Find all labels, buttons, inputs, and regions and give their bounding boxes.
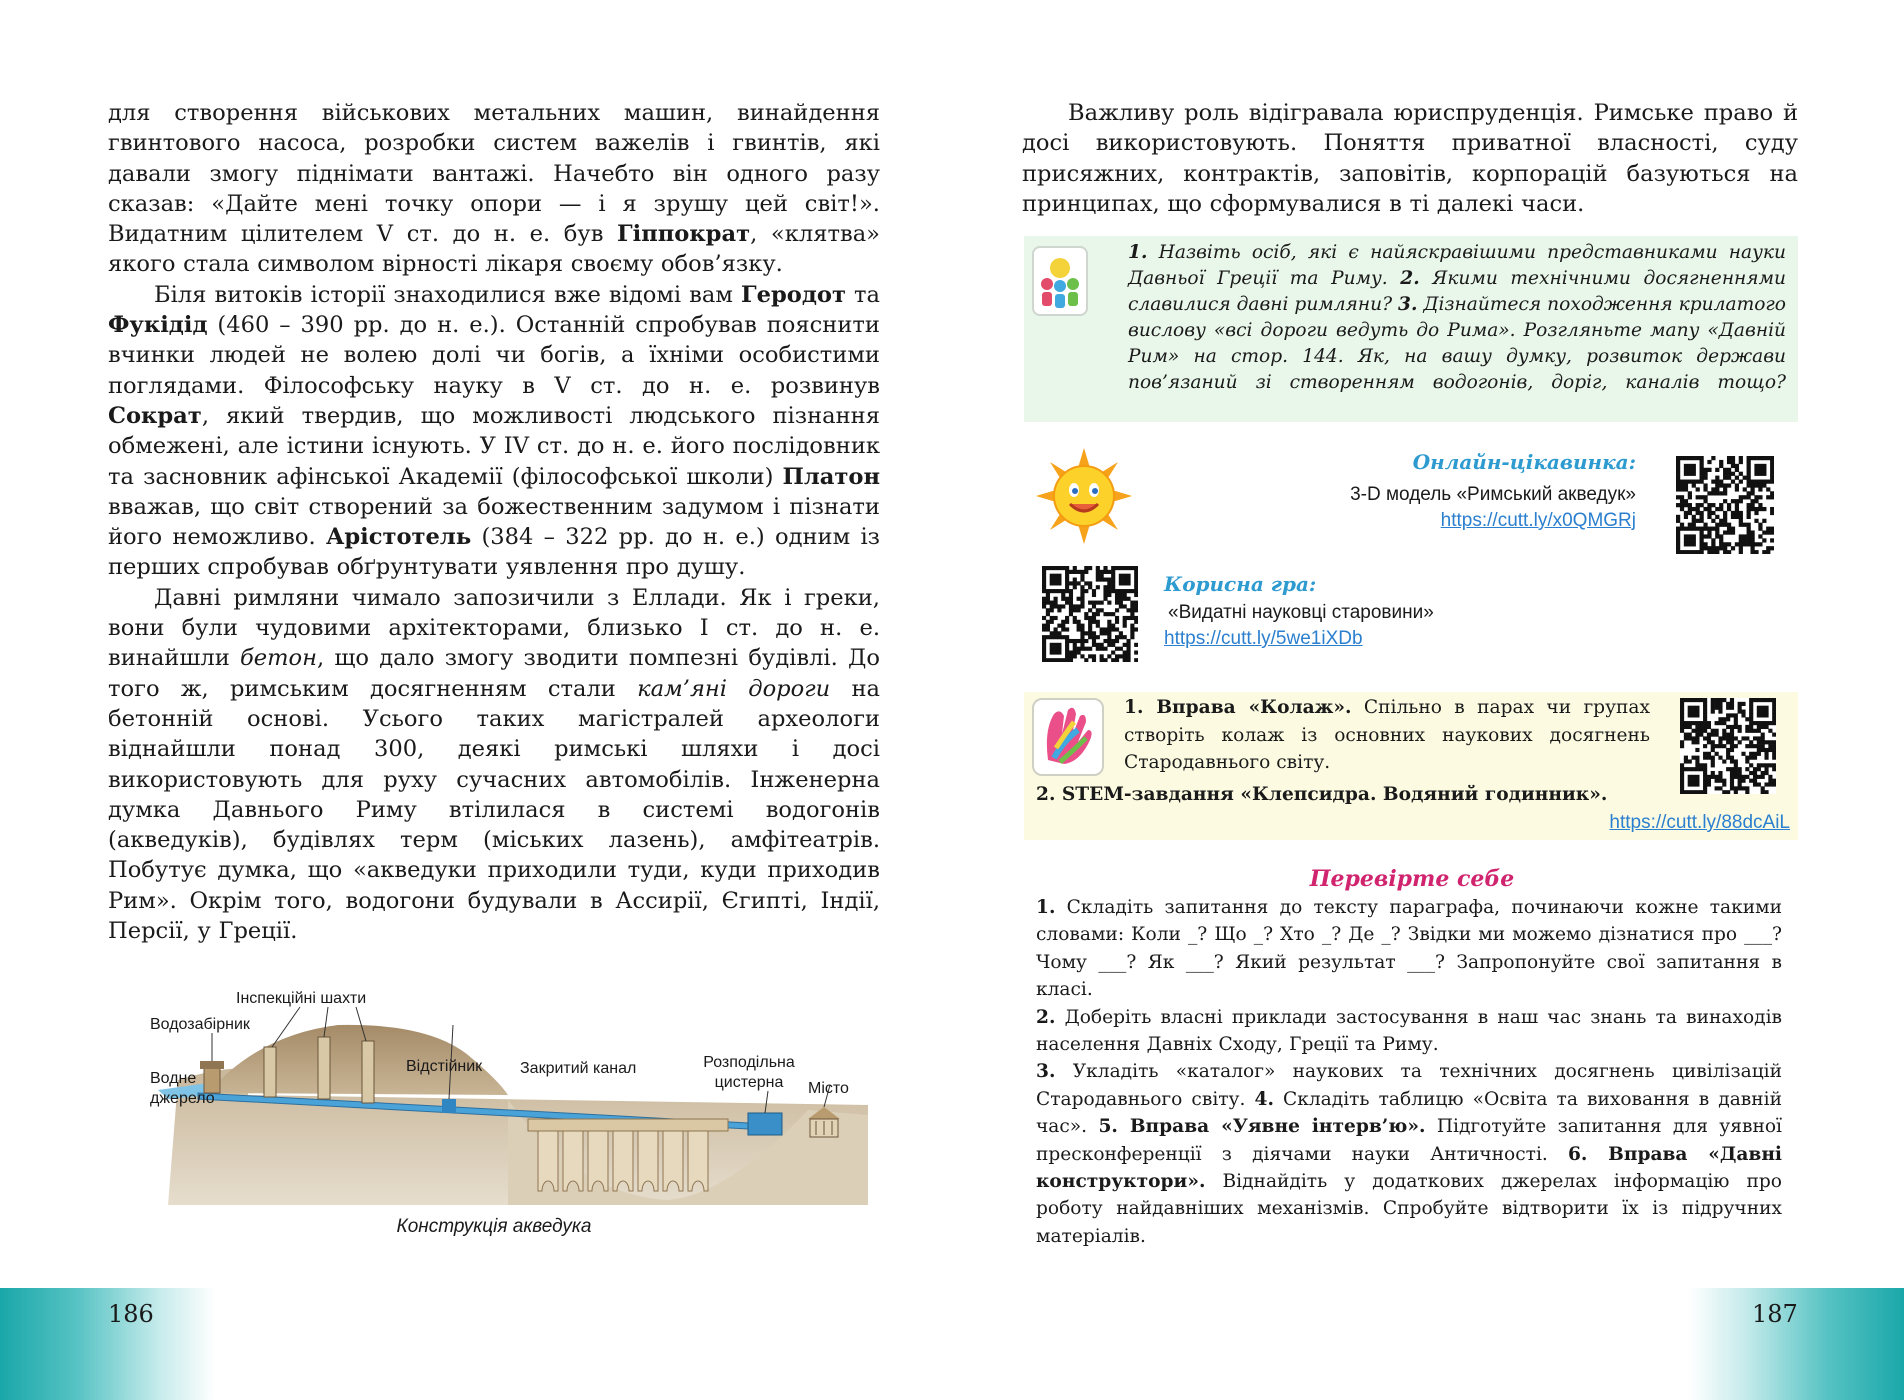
online-curiosity-description: 3-D модель «Римський акведук»: [1350, 484, 1636, 505]
useful-game-description: «Видатні науковці старовини»: [1168, 602, 1434, 623]
qr-code-icon[interactable]: [1676, 456, 1774, 554]
smiling-sun-icon: [1034, 446, 1134, 546]
diagram-caption: Конструкція акведука: [396, 1216, 592, 1237]
check-yourself-text: [1036, 894, 1782, 1250]
left-page-text: [108, 98, 880, 946]
exercise-link[interactable]: https://cutt.ly/88dcAiL: [1609, 812, 1790, 833]
page-number-right: 187: [1752, 1300, 1798, 1328]
useful-game-title: Корисна гра:: [1164, 572, 1317, 596]
right-intro-paragraph: Важливу роль відігравала юриспруденція. Римське право й досі використовують. Поняття приватної власності, суду присяжних, контрактів, заповітів, корпорацій базуються на принципах, що сформувалися в ті далекі часи.: [1022, 100, 1798, 217]
label-cistern: Розподільна цистерна: [703, 1054, 795, 1091]
qr-code-icon[interactable]: [1042, 566, 1138, 662]
exercise-task-2: 2. STEM-завдання «Клепсидра. Водяний годинник».: [1036, 784, 1608, 805]
check-question-2: 2. Доберіть власні приклади застосування в наш час знань та винаходів населення Давніх Сходу, Греції та Риму.: [1036, 1006, 1782, 1056]
label-settler: Відстійник: [406, 1058, 483, 1075]
page-number-left: 186: [108, 1300, 154, 1328]
check-question-1: 1. Складіть запитання до тексту параграфа, починаючи кожне такими словами: Коли _? Що _? Хто _? Де _? Звідки ми можемо дізнатися про ___? Чому ___? Як ___? Який результат ___? Запропонуйте свої запитання в класі.: [1036, 897, 1782, 1001]
aqueduct-diagram: [108, 990, 868, 1205]
check-questions-3-6: 3. Укладіть «каталог» наукових та технічних досягнень цивілізацій Стародавнього світу. 4. Складіть таблицю «Освіта та виховання в давній час». 5. Вправа «Уявне інтерв’ю». Підготуйте запитання для уявної пресконференції з діячами науки Античності. 6. Вправа «Давні конструктори». Віднайдіть у додаткових джерелах інформацію про роботу найдавніших механізмів. Спробуйте відтворити їх із підручних матеріалів.: [1036, 1061, 1783, 1247]
label-inspection-shafts: Інспекційні шахти: [236, 990, 367, 1007]
left-paragraph-2: Біля витоків історії знаходилися вже відомі вам Геродот та Фукідід (460 – 390 рр. до н. е.). Останній спробував пояснити вчинки людей не волею долі чи богів, а їхніми особистими поглядами. Філософську науку в V ст. до н. е. розвинув Сократ, який твердив, що можливості людського пізнання обмежені, але істини існують. У IV ст. до н. е. його послідовник та засновник афінської Академії (філософської школи) Платон вважав, що світ створений за божественним задумом і пізнати його неможливо. Арістотель (384 – 322 рр. до н. е.) одним із перших спробував обґрунтувати уявлення про душу.: [108, 281, 880, 581]
label-intake: Водозабірник: [150, 1016, 250, 1033]
label-closed-channel: Закритий канал: [520, 1060, 637, 1077]
left-paragraph-1: для створення військових метальних машин, винайдення гвинтового насоса, розробки систем важелів і гвинтів, які давали змогу піднімати вантажі. Начебто він одного разу сказав: «Дайте мені точку опори — і я зрушу цей світ!». Видатним цілителем V ст. до н. е. був Гіппократ, «клятва» якого стала символом вірності лікаря своєму обов’язку.: [108, 100, 880, 278]
useful-game-link[interactable]: https://cutt.ly/5we1iXDb: [1164, 628, 1363, 649]
questions-text: 1. Назвіть осіб, які є найяскравішими представниками науки Давньої Греції та Риму. 2. Якими технічними досягненнями славилися давні римляни? 3. Дізнайтеся походження крилатого вислову «всі дороги ведуть до Рима». Розгляньте мапу «Давній Рим» на стор. 144. Як, на вашу думку, розвиток держави пов’язаний зі створенням водогонів, доріг, каналів тощо?: [1128, 242, 1787, 393]
exercise-task-1: 1. Вправа «Колаж». Спільно в парах чи групах створіть колаж із основних наукових досягнень Стародавнього світу.: [1124, 697, 1650, 773]
group-people-icon: [1032, 246, 1088, 316]
online-curiosity-link[interactable]: https://cutt.ly/x0QMGRj: [1440, 510, 1636, 531]
label-water-source: Водне джерело: [150, 1070, 215, 1107]
right-page-intro: [1022, 98, 1798, 219]
left-paragraph-3: Давні римляни чимало запозичили з Еллади. Як і греки, вони були чудовими архітекторами, близько І ст. до н. е. винайшли бетон, що дало змогу зводити помпезні будівлі. До того ж, римським досягненням стали кам’яні дороги на бетонній основі. Усього таких магістралей археологи віднайшли понад 300, деякі римські шляхи і досі використовують для руху сучасних автомобілів. Інженерна думка Давнього Риму втілилася в системі водогонів (акведуків), будівлях терм (міських лазень), амфітеатрів. Побутує думка, що «акведуки приходили туди, куди приходив Рим». Окрім того, водогони будували в Ассирії, Єгипті, Індії, Персії, у Греції.: [108, 584, 880, 945]
check-yourself-title: Перевірте себе: [1309, 866, 1515, 892]
qr-code-icon[interactable]: [1680, 698, 1776, 794]
label-city: Місто: [808, 1080, 849, 1097]
handprint-palette-icon: [1032, 698, 1104, 776]
online-curiosity-title: Онлайн-цікавинка:: [1412, 450, 1636, 474]
